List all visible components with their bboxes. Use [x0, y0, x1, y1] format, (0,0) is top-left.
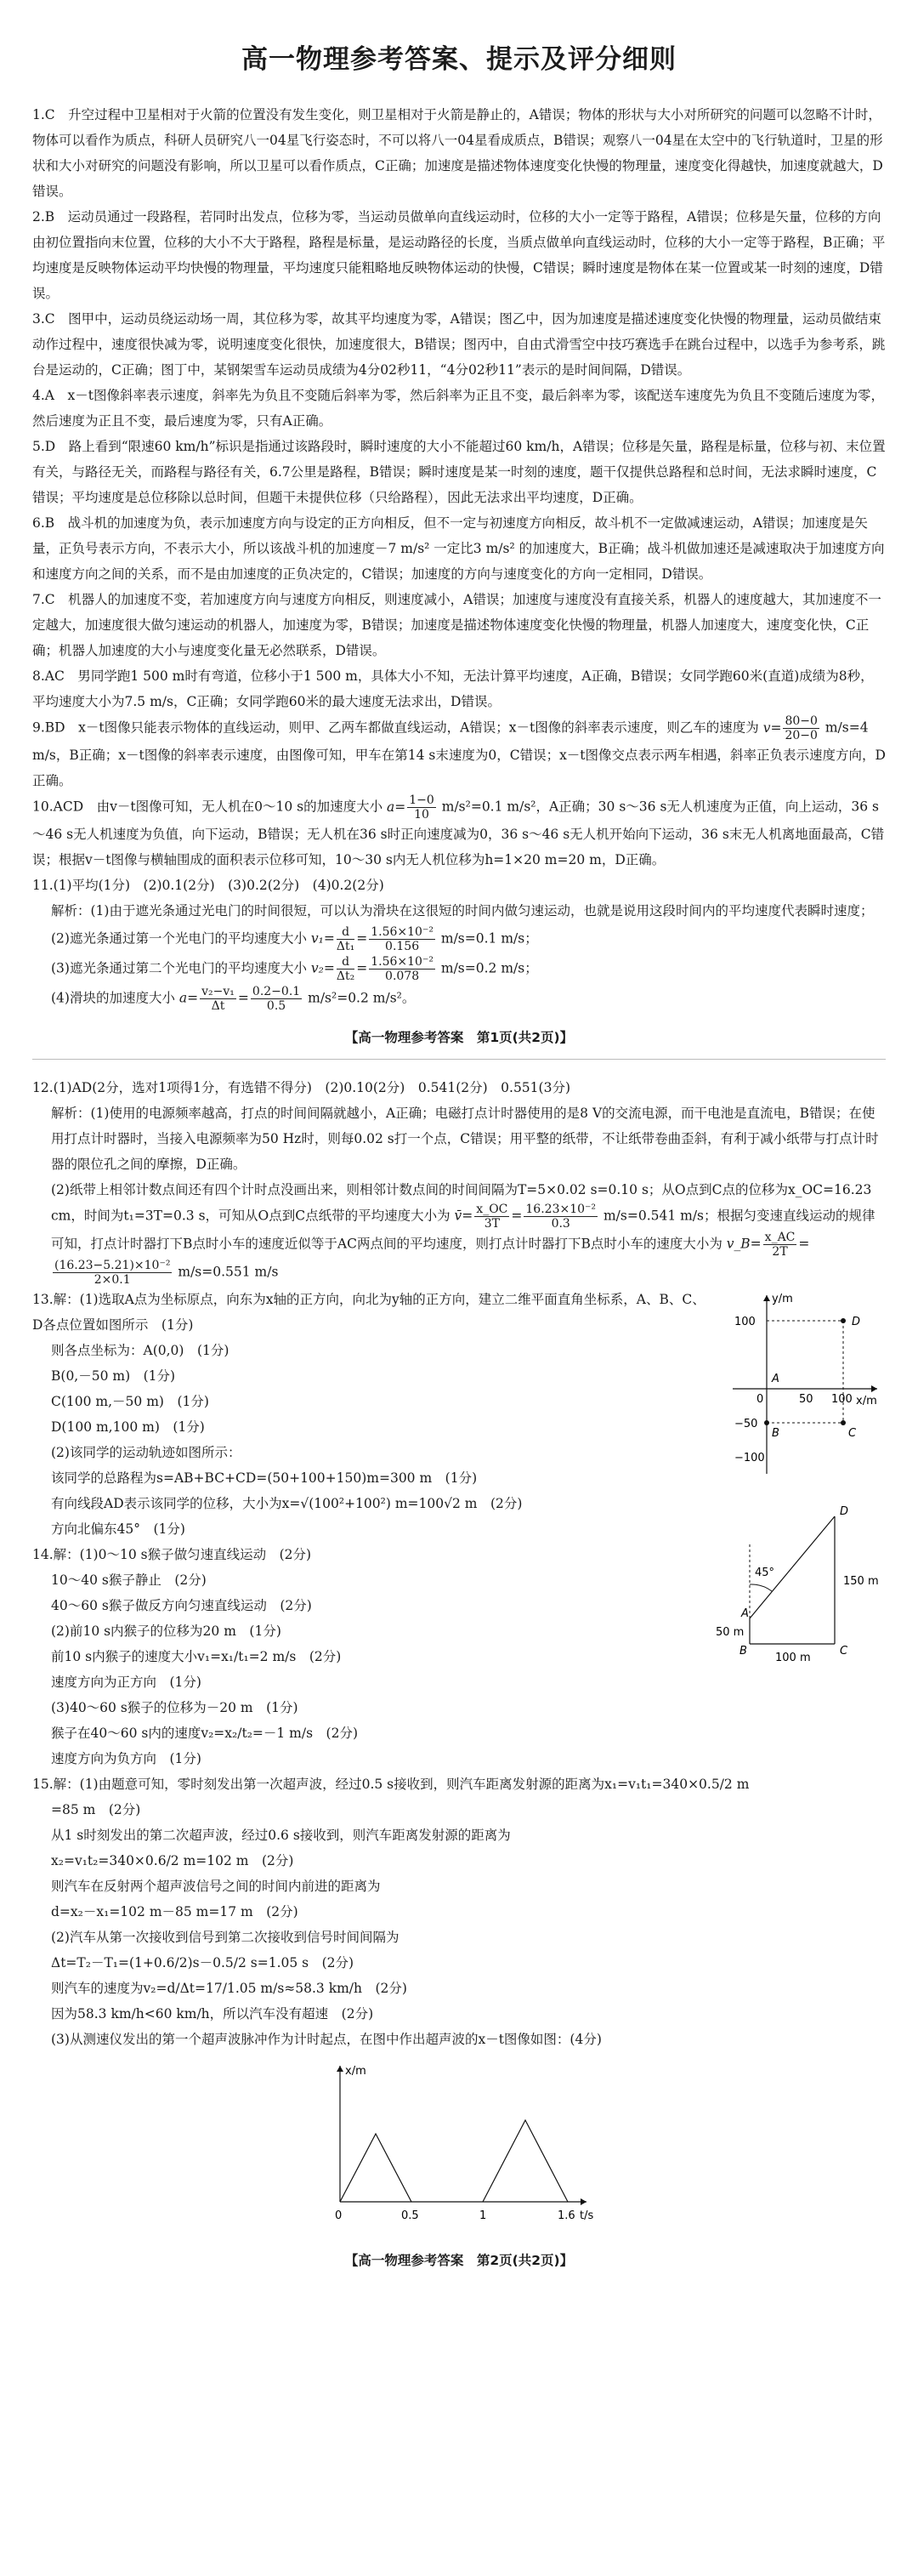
x-axis-arrow	[337, 2066, 343, 2072]
tick-x-50: 50	[799, 1393, 813, 1406]
answer-q11-explanation: 解析：(1)由于遮光条通过光电门的时间很短，可以认为滑块在这很短的时间内做匀速运动，也就是说用这段时间内的平均速度代表瞬时速度；	[51, 903, 874, 918]
q15-line: 则汽车的速度为v₂=d/Δt=17/1.05 m/s≈58.3 km/h (2分)	[51, 1981, 407, 1996]
answer-q12: 12.(1)AD(2分，选对1项得1分，有选错不得分) (2)0.10(2分) 0.541(2分) 0.551(3分)	[32, 1080, 570, 1095]
label-a: A	[741, 1607, 749, 1620]
q14-line: 40～60 s猴子做反方向匀速直线运动 (2分)	[51, 1598, 312, 1613]
length-cd: 150 m	[843, 1575, 879, 1588]
answer-q10-text-b: m/s²=0.1 m/s²，A正确；30 s～36 s无人机速度为正值，向上运动，36 s～46 s无人机速度为负值，向下运动，B错误；无人机在36 s时正向速度减为0，36 s～46 s无人机开始向下运动，36 s末无人机离地面最高，C错误；根据v－t图像与横轴围成的面积表示位移可知，10～30 s内无人机位移为h=1×20 m=20 m，D正确。	[32, 799, 885, 867]
q14-line: (2)前10 s内猴子的位移为20 m (1分)	[51, 1624, 281, 1639]
point-d	[841, 1318, 846, 1323]
q15-line: 则汽车在反射两个超声波信号之间的时间内前进的距离为	[51, 1879, 381, 1894]
answer-q6: 6.B 战斗机的加速度为负，表示加速度方向与设定的正方向相反，但不一定与初速度方向相反，故斗机不一定做减速运动，A错误；加速度是矢量，正负号表示方向，不表示大小，所以该战斗机的加速度－7 m/s² 一定比3 m/s² 的加速度大，B正确；战斗机做加速还是减速取决于加速度方向和速度方向之间的关系，而不是由加速度的正负决定的，C错误；加速度的方向与速度变化的方向一定相同，D错误。	[32, 515, 885, 582]
q13-line: 则各点坐标为：A(0,0) (1分)	[51, 1343, 230, 1358]
answer-q9-text-b: m/s=4 m/s，B正确；x－t图像的斜率表示速度，由图像可知，甲车在第14 s末速度为0，C错误；x－t图像交点表示两车相遇，斜率正负表示速度方向，D正确。	[32, 719, 886, 788]
q13-line: 该同学的总路程为s=AB+BC+CD=(50+100+150)m=300 m (1分)	[51, 1470, 478, 1486]
graph-y-label: x/m	[345, 2065, 366, 2078]
first-pulse-line	[340, 2134, 411, 2202]
q15-line: 从1 s时刻发出的第二次超声波，经过0.6 s接收到，则汽车距离发射源的距离为	[51, 1828, 511, 1843]
point-b	[764, 1420, 769, 1425]
q10-formula: a= $\frac{1-0}{10}$	[387, 793, 434, 822]
x-axis-label: x/m	[856, 1395, 877, 1407]
answer-q8: 8.AC 男同学跑1 500 m时有弯道，位移小于1 500 m，具体大小不知，无法计算平均速度，A正确，B错误；女同学跑60米(直道)成绩为8秒，平均速度大小为7.5 m/s，C正确；女同学跑60米的最大速度无法求出，D错误。	[32, 668, 874, 709]
label-c: C	[848, 1427, 857, 1440]
q13-coordinate-figure	[716, 1287, 886, 1482]
q15-line: d=x₂－x₁=102 m－85 m=17 m (2分)	[51, 1904, 298, 1919]
q13-line: 有向线段AD表示该同学的位移，大小为x=√(100²+100²) m=100√2 m (2分)	[51, 1496, 523, 1511]
q14-line: (3)40～60 s猴子的位移为－20 m (1分)	[51, 1700, 298, 1715]
tick-minus-50: −50	[734, 1418, 758, 1430]
tick-100: 100	[734, 1316, 756, 1328]
q14-line: 猴子在40～60 s内的速度v₂=x₂/t₂=－1 m/s (2分)	[51, 1726, 359, 1741]
answer-q11-part3: (3)遮光条通过第二个光电门的平均速度大小 v₂= $\frac{d}{\text{Δt₂}}$ = $\frac{\text{1.56×10⁻²}}{0.078}$ m/s=0.2 m/s；	[51, 955, 538, 983]
tick-t0: 0	[335, 2209, 343, 2222]
q14-line: 14.解：(1)0～10 s猴子做匀速直线运动 (2分)	[32, 1547, 312, 1562]
tick-t1: 1	[479, 2209, 487, 2222]
q13-line: 方向北偏东45° (1分)	[51, 1521, 185, 1537]
x-axis-arrow	[871, 1385, 877, 1392]
label-d: D	[840, 1505, 849, 1518]
answer-q2: 2.B 运动员通过一段路程，若同时出发点，位移为零，当运动员做单向直线运动时，位移的大小一定等于路程，A错误；位移是矢量，位移的方向由初位置指向末位置，位移的大小不大于路程，路程是标量，是运动路径的长度，当质点做单向直线运动时，位移的大小一定等于路程，B正确；平均速度是反映物体运动平均快慢的物理量，平均速度只能粗略地反映物体运动的快慢，C错误；瞬时速度是物体在某一位置或某一时刻的速度，D错误。	[32, 209, 886, 301]
label-d: D	[852, 1316, 861, 1328]
y-axis-label: y/m	[772, 1293, 793, 1305]
q15-line: (3)从测速仪发出的第一个超声波脉冲作为计时起点，在图中作出超声波的x－t图像如图：(4分)	[51, 2032, 602, 2047]
q13-figures	[716, 1287, 886, 1771]
t-axis-arrow	[581, 2198, 586, 2205]
tick-minus-100: −100	[734, 1452, 765, 1464]
q13-q14-text	[32, 1287, 716, 1771]
q13-trajectory-figure	[716, 1491, 886, 1669]
answer-q13	[32, 1287, 716, 1542]
answer-q1: 1.C 升空过程中卫星相对于火箭的位置没有发生变化，则卫星相对于火箭是静止的，A错误；物体的形状与大小对所研究的问题可以忽略不计时，物体可以看作为质点，科研人员研究八一04星飞行姿态时，不可以将八一04星看成质点，B错误；观察八一04星在太空中的飞行轨道时，卫星的形状和大小对研究的问题没有影响，所以卫星可以看作质点，C正确；加速度是描述物体速度变化快慢的物理量，速度变化得越快，加速度就越大，D错误。	[32, 107, 883, 199]
q14-line: 速度方向为正方向 (1分)	[51, 1675, 201, 1690]
q13-line: D(100 m,100 m) (1分)	[51, 1419, 205, 1435]
tick-x-100: 100	[831, 1393, 853, 1406]
q15-figure-wrap	[32, 2057, 886, 2236]
tick-t05: 0.5	[401, 2209, 419, 2222]
answer-q10	[32, 793, 886, 873]
answer-q12-explanation-1: 解析：(1)使用的电源频率越高，打点的时间间隔就越小，A正确；电磁打点计时器使用的是8 V的交流电源，而干电池是直流电，B错误；在使用打点计时器时，当接入电源频率为50 Hz时，则每0.02 s打一个点，C错误；用平整的纸带，不让纸带卷曲歪斜，有利于减小纸带与打点计时器的限位孔之间的摩擦，D正确。	[51, 1106, 879, 1172]
label-c: C	[840, 1645, 848, 1658]
q15-line: Δt=T₂－T₁=(1+0.6/2)s－0.5/2 s=1.05 s (2分)	[51, 1955, 354, 1970]
answer-q3: 3.C 图甲中，运动员绕运动场一周，其位移为零，故其平均速度为零，A错误；图乙中，因为加速度是描述速度变化快慢的物理量，运动员做结束动作过程中，速度很快减为零，说明速度变化很快，加速度很大，B错误；图丙中，自由式滑雪空中技巧赛选手在跳台过程中，以选手为参考系，跳台是运动的，C正确；图丁中，某钢架雪车运动员成绩为4分02秒11，“4分02秒11”表示的是时间间隔，D错误。	[32, 311, 886, 378]
angle-label: 45°	[755, 1567, 775, 1579]
point-c	[841, 1420, 846, 1425]
answer-q9-text-a: 9.BD x－t图像只能表示物体的直线运动，则甲、乙两车都做直线运动，A错误；x－t图像的斜率表示速度，则乙车的速度为	[32, 719, 759, 736]
q14-line: 10～40 s猴子静止 (2分)	[51, 1572, 207, 1588]
q15-line: 15.解：(1)由题意可知，零时刻发出第一次超声波，经过0.5 s接收到，则汽车距离发射源的距离为x₁=v₁t₁=340×0.5/2 m	[32, 1777, 750, 1792]
q13-q14-block	[32, 1287, 886, 1771]
page-title: 高一物理参考答案、提示及评分细则	[241, 44, 677, 75]
q13-line: B(0,－50 m) (1分)	[51, 1368, 176, 1384]
graph-x-label: t/s	[580, 2209, 594, 2222]
answer-q12-explanation-2: (2)纸带上相邻计数点间还有四个计时点没画出来，则相邻计数点间的时间间隔为T=5×0.02 s=0.10 s；从O点到C点的位移为x_OC=16.23 cm，时间为t₁=3T=0.3 s，可知从O点到C点纸带的平均速度大小为 v̄= $\frac{x\_OC}{3T}$ = $\frac{\text{16.23×10⁻²}}{0.3}$ m/s=0.541 m/s；根据匀变速直线运动的规律可知，打点计时器打下B点时小车的速度近似等于AC两点间的平均速度，则打点计时器打下B点时小车的速度大小为 v_B= $\frac{x\_AC}{2T}$ = $\frac{\text{(16.23−5.21)×10⁻²}}{2\times 0.1}$ m/s=0.551 m/s	[51, 1182, 876, 1287]
angle-arc	[750, 1584, 772, 1591]
q14-line: 前10 s内猴子的速度大小v₁=x₁/t₁=2 m/s (2分)	[51, 1649, 342, 1664]
answer-q11-part4: (4)滑块的加速度大小 a= $\frac{\text{v₂−v₁}}{\Delta t}$ = $\frac{0.2-0.1}{0.5}$ m/s²=0.2 m/s²。	[51, 985, 416, 1013]
answer-q14	[32, 1542, 716, 1771]
q15-xt-graph	[306, 2057, 612, 2227]
answer-q9	[32, 714, 886, 793]
page-divider	[32, 1059, 886, 1060]
answer-q11: 11.(1)平均(1分) (2)0.1(2分) (3)0.2(2分) (4)0.2(2分)	[32, 878, 384, 893]
label-a: A	[772, 1373, 779, 1385]
length-ab: 50 m	[716, 1626, 745, 1639]
q15-line: x₂=v₁t₂=340×0.6/2 m=102 m (2分)	[51, 1853, 294, 1868]
page-footer-1: 【高一物理参考答案 第1页(共2页)】	[344, 1030, 574, 1045]
second-pulse-line	[483, 2120, 568, 2202]
q14-line: 速度方向为负方向 (1分)	[51, 1751, 201, 1766]
answer-q10-text-a: 10.ACD 由v－t图像可知，无人机在0～10 s的加速度大小	[32, 799, 383, 815]
answer-q15	[32, 1771, 886, 2052]
label-b: B	[740, 1645, 747, 1658]
answer-q11-part2: (2)遮光条通过第一个光电门的平均速度大小 v₁= $\frac{d}{\text{Δt₁}}$ = $\frac{\text{1.56×10⁻²}}{0.156}$ m/s=0.1 m/s；	[51, 925, 538, 953]
label-b: B	[772, 1427, 779, 1440]
q13-line: 13.解：(1)选取A点为坐标原点，向东为x轴的正方向，向北为y轴的正方向，建立二维平面直角坐标系，A、B、C、D各点位置如图所示 (1分)	[32, 1292, 706, 1333]
tick-origin: 0	[756, 1393, 764, 1406]
answer-q7: 7.C 机器人的加速度不变，若加速度方向与速度方向相反，则速度减小，A错误；加速度与速度没有直接关系，机器人的速度越大，其加速度不一定越大，加速度很大做匀速运动的机器人，加速度为零，B错误；加速度是描述物体速度变化快慢的物理量，机器人加速度大，速度变化快，C正确；机器人加速度的大小与速度变化量无必然联系，D错误。	[32, 592, 881, 658]
length-bc: 100 m	[775, 1652, 811, 1664]
q9-formula: v= $\frac{80-0}{20-0}$	[762, 714, 818, 742]
tick-t16: 1.6	[558, 2209, 575, 2222]
q15-line: 因为58.3 km/h<60 km/h，所以汽车没有超速 (2分)	[51, 2006, 374, 2022]
y-axis-arrow	[763, 1295, 770, 1301]
q13-line: C(100 m,－50 m) (1分)	[51, 1394, 209, 1409]
q15-line: (2)汽车从第一次接收到信号到第二次接收到信号时间间隔为	[51, 1930, 400, 1945]
q13-line: (2)该同学的运动轨迹如图所示：	[51, 1445, 241, 1460]
q15-line: =85 m (2分)	[51, 1802, 141, 1817]
answer-q4: 4.A x－t图像斜率表示速度，斜率先为负且不变随后斜率为零，然后斜率为正且不变，最后斜率为零，该配送车速度先为负且不变随后速度为零，然后速度为正且不变，最后速度为零，只有A正确。	[32, 388, 884, 429]
page-footer-2: 【高一物理参考答案 第2页(共2页)】	[344, 2253, 574, 2268]
answer-q5: 5.D 路上看到“限速60 km/h”标识是指通过该路段时，瞬时速度的大小不能超过60 km/h，A错误；位移是矢量，路程是标量，位移与初、末位置有关，与路径无关，而路程与路径有关，6.7公里是路程，B错误；瞬时速度是某一时刻的速度，题干仅提供总路程和总时间，无法求瞬时速度，C错误；平均速度是总位移除以总时间，但题干未提供位移（只给路程），因此无法求出平均速度，D正确。	[32, 439, 886, 505]
answers-body	[32, 102, 886, 2282]
